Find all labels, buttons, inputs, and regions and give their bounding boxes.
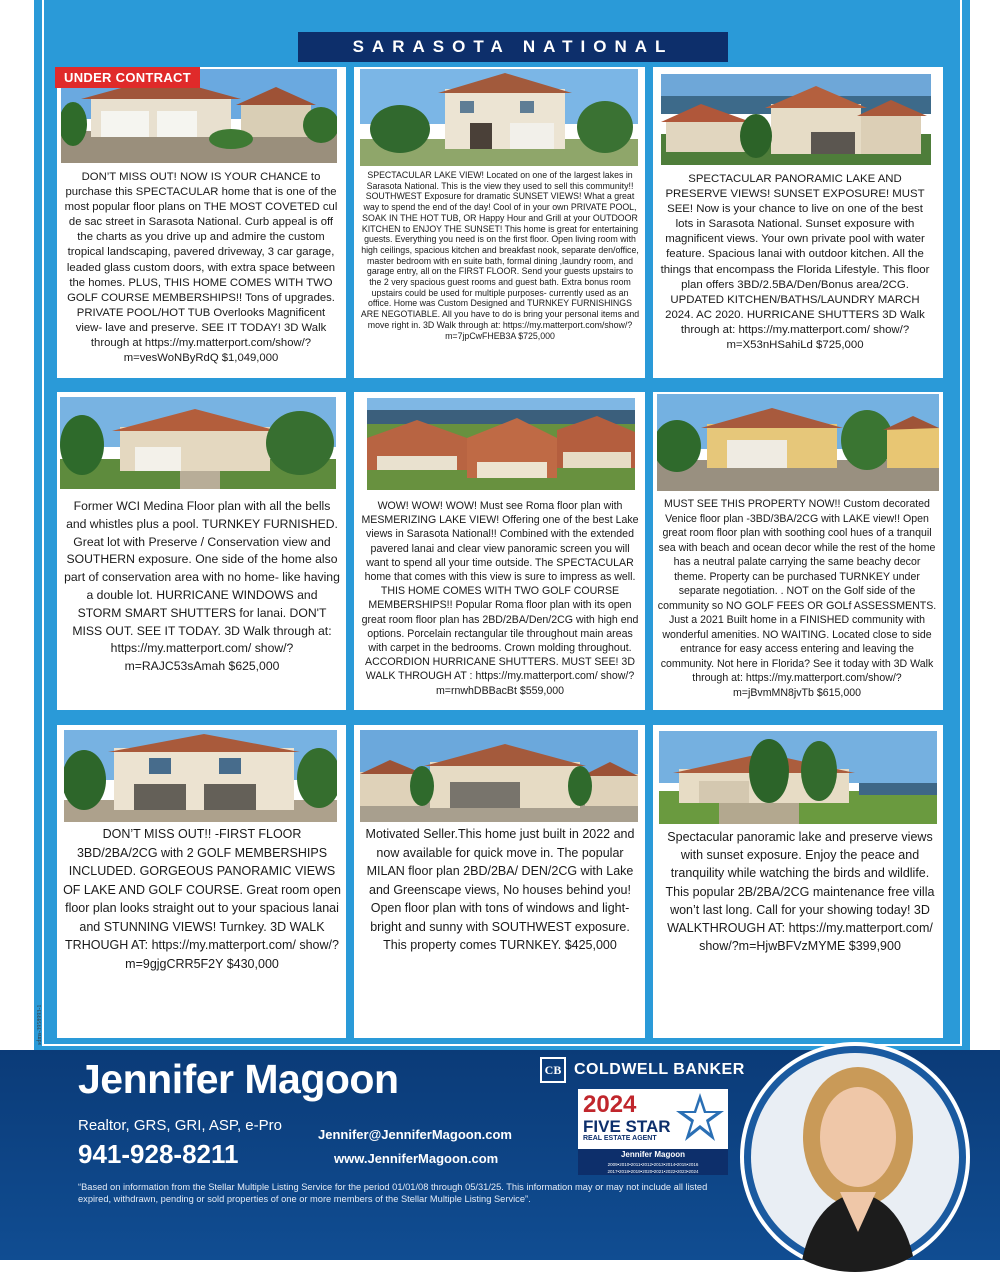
house-photo-7 [64, 730, 337, 822]
house-photo-2 [360, 69, 638, 166]
agent-portrait [740, 1042, 970, 1272]
house-photo-5 [367, 398, 635, 490]
under-contract-badge: UNDER CONTRACT [55, 67, 200, 88]
listing-desc-4: Former WCI Medina Floor plan with all the bells and whistles plus a pool. TURNKEY FURNISHED. Great lot with Preserve / Conservation view and SOUTHERN exposure. One side of the home also part of conservation area with no home- like having a double lot. HURRICANE WINDOWS and STORM SMART SHUTTERS for lanai. DON'T MISS OUT. SEE IT TODAY. 3D Walk through at: https://my.matterport.com/ show/?m=RAJC53sAmah $625,000 [64, 499, 340, 674]
listing-desc-8: Motivated Seller.This home just built in 2022 and now available for quick move in. The popular MILAN floor plan 2BD/2BA/ DEN/2CG with Lake and Greenscape views, No houses behind you! Open floor plan with tons of windows and light- bright and sunny with SOUTHWEST exposure. This property comes TURNKEY. $425,000 [365, 827, 635, 952]
award-years-line-2: 2017•2018•2019•2020•2021•2022•2023•2024 [607, 1169, 699, 1174]
award-year: 2024 [583, 1091, 637, 1118]
listing-desc-5: WOW! WOW! WOW! Must see Roma floor plan with MESMERIZING LAKE VIEW! Offering one of the best Lake views in Sarasota National!! Combined with the extended pavered lanai and clear view panoramic screen you will want to spend all your time outside. The SPECTACULAR home that comes with this view is sure to impress as well. THIS HOME COMES WITH TWO GOLF COURSE MEMBERSHIPS!! Popular Roma floor plan with its open great room floor plan has 2BD/2BA/Den/2CG with high end options. Porcelain rectangular tile throughout main areas with carpet in the bedrooms. Crown molding throughout. ACCORDION HURRICANE SHUTTERS. MUST SEE! 3D WALK THROUGH AT : https://my.matterport.com/ show/?m=rnwhDBBacBt $559,000 [361, 500, 639, 697]
listing-desc-1: DON’T MISS OUT! NOW IS YOUR CHANCE to purchase this SPECTACULAR home that is one of the most popular floor plans on THE MOST COVETED cul de sac street in Sarasota National. Curb appeal is off the charts as you drive up and admire the custom tropical landscaping, pavered driveway, 3 car garage, leaded glass custom doors, with extra space between the homes. PLUS, THIS HOME COMES WITH TWO GOLF COURSE MEMBERSHIPS!! Tons of upgrades. PRIVATE POOL/HOT TUB Overlooks Magnificent view- lave and preserve. SEE IT TODAY! 3D Walk through at https://my.matterport.com/show/?m=vesWoNByRdQ $1,049,000 [64, 171, 338, 365]
agent-name: Jennifer Magoon [78, 1056, 399, 1102]
award-title: FIVE STAR [583, 1117, 671, 1136]
award-subtitle: REAL ESTATE AGENT [583, 1135, 657, 1142]
agent-title: Realtor, GRS, GRI, ASP, e-Pro [78, 1117, 282, 1134]
page-title: SARASOTA NATIONAL [298, 32, 728, 62]
star-icon [676, 1091, 724, 1145]
mls-code: sdms-3958993-1 [37, 1004, 43, 1045]
house-photo-9 [659, 731, 937, 824]
listing-desc-3: SPECTACULAR PANORAMIC LAKE AND PRESERVE VIEWS! SUNSET EXPOSURE! MUST SEE! Now is your chance to live on one of the best lots in Sarasota National. Sunset exposure with magnificent views. Your own private pool with water feature. Spacious lanai with outdoor kitchen. All the things that encompass the Florida Lifestyle. This floor plan offers 3BD/2.5BA/Den/Bonus area/2CG. UPDATED KITCHEN/BATHS/LAUNDRY MARCH 2024. AC 2020. HURRICANE SHUTTERS 3D Walk through at: https://my.matterport.com/ show/?m=X53nHSahiLd $725,000 [660, 173, 930, 352]
agent-email[interactable]: Jennifer@JenniferMagoon.com [318, 1127, 512, 1142]
listing-desc-2: SPECTACULAR LAKE VIEW! Located on one of the largest lakes in Sarasota National. This is the view they used to sell this community!! SOUTHWEST Exposure for dramatic SUNSET VIEWS! What a great way to spend the end of the day! Cool of in your own PRIVATE POOL, SOAK IN THE HOT TUB, OR Happy Hour and Grill at your OUTDOOR KITCHEN to ENJOY THE SUNSET! This home is great for entertaining guests. Everything you need is on the first floor. Open living room with high ceilings, spacious kitchen and breakfast nook, separate den/office, master bedroom with en suite bath, formal dining ,laundry room, and garage entry, all on the FIRST FLOOR. Send your guests upstairs to the 2 very spacious guest rooms and guest bath. Extra bonus room upstairs could be used for multiple purposes- currently used as an office. Home was Custom Designed and TURNKEY FURNISHINGS ARE NEGOTIABLE. All you have to do is bring your personal items and move right in. 3D Walk through at: https://my.matterport.com/show/?m=7jpCwFHEB3A $725,000 [360, 170, 640, 341]
house-photo-4 [60, 397, 336, 489]
agent-phone[interactable]: 941-928-8211 [78, 1139, 239, 1169]
award-years-line-1: 2009•2010•2011•2012•2013•2014•2015•2016 [607, 1162, 699, 1167]
disclaimer: “Based on information from the Stellar Multiple Listing Service for the period 01/01/08 through 05/31/25. This information may or may not include all listed expired, withdrawn, pending or sold properties of one or more members of the Stellar Multiple Listing Service”. [78, 1182, 708, 1204]
listing-desc-6: MUST SEE THIS PROPERTY NOW!! Custom decorated Venice floor plan -3BD/3BA/2CG with LAKE view!! Open great room floor plan with soothing cool hues of a tranquil sea with beach and ocean decor while the rest of the home has a neutral palate carrying the same beachy decor theme. Property can be purchased TURNKEY under separate negotiation. . NOT on the Golf side of the community so NO GOLF FEES OR GOLf ASSESSMENTS. Just a 2021 Built home in a FINISHED community with wonderful amenities. NO WAITING. Located close to side entrance for easy access entering and leaving the community. Not here in Florida? See it today with 3D Walk through at: https://my.matterport.com/show/?m=jBvmMN8jvTb $615,000 [657, 498, 937, 699]
agent-website[interactable]: www.JenniferMagoon.com [334, 1151, 499, 1166]
five-star-award [578, 1089, 728, 1175]
brokerage-name: COLDWELL BANKER [574, 1061, 745, 1078]
house-photo-8 [360, 730, 638, 822]
award-years [578, 1161, 728, 1175]
listing-desc-7: DON’T MISS OUT!! -FIRST FLOOR 3BD/2BA/2CG with 2 GOLF MEMBERSHIPS INCLUDED. GORGEOUS PANORAMIC VIEWS OF LAKE AND GOLF COURSE. Great room open floor plan looks straight out to your spacious lanai and STUNNING VIEWS! Turnkey. 3D WALK TRHOUGH AT: https://my.matterport.com/ show/?m=9gjgCRR5F2Y $430,000 [63, 827, 341, 971]
house-photo-6 [657, 394, 939, 491]
house-photo-3 [661, 74, 931, 165]
coldwell-banker-logo [540, 1055, 772, 1085]
listing-desc-9: Spectacular panoramic lake and preserve views with sunset exposure. Enjoy the peace and tranquility while watching the birds and wildlife. This popular 2B/2BA/2CG maintenance free villa won’t last long. Call for your showing today! 3D WALKTHROUGH AT: https://my.matterport.com/ show/?m=HjwBFVzMYME $399,900 [665, 830, 935, 954]
cb-logo-icon: CB [540, 1057, 566, 1083]
award-recipient: Jennifer Magoon [578, 1149, 728, 1161]
